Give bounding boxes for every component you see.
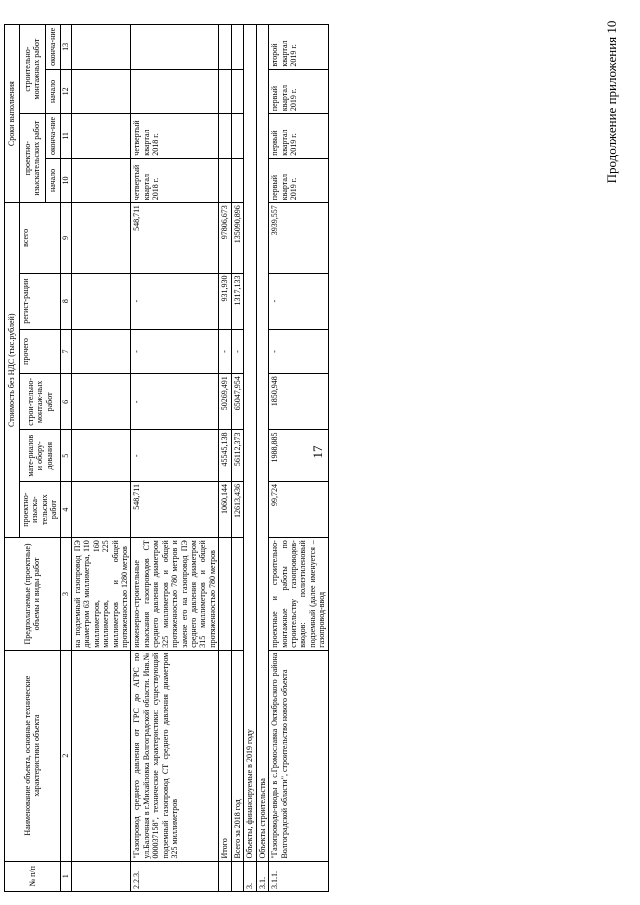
cell-registration: - [269,273,329,329]
cell-construction: 50269,491 [219,374,231,430]
cell-num: 2.2.3. [131,861,219,891]
cell-construction: 65047,954 [231,374,243,430]
header-schedule-group: Сроки выполнения [5,25,20,203]
table-row [256,25,268,892]
column-number: 7 [60,329,71,374]
cell-materials: 56112,373 [231,430,243,482]
cell-cons-end [131,25,219,70]
cell-construction: 1850,948 [269,374,329,430]
column-number: 13 [60,25,71,70]
continuation-label: Продолжение приложения 10 [604,20,619,184]
table-body [71,25,328,892]
table-row [231,25,243,892]
column-number: 12 [60,69,71,114]
column-number: 8 [60,273,71,329]
header-name: Наименование объекта, основные технические характеристики объекта [5,650,61,861]
header-volume: Предполагаемые (проектные) объемы и виды работ [5,538,61,650]
table-row [219,25,231,892]
column-number: 5 [60,430,71,482]
works-table [4,24,329,892]
cell-construction: - [131,374,219,430]
cell-registration: 1317,133 [231,273,243,329]
cell-num: 3.1.1. [269,861,329,891]
cell-other: - [131,329,219,374]
header-cons-end: оконча-ние [45,25,60,70]
cell-other: - [231,329,243,374]
header-construction: строи-тельно-монтаж-ных работ [20,374,61,430]
cell-design: 12613,436 [231,482,243,538]
subsection-heading: Объекты строительства [256,25,268,862]
cell-other: - [219,329,231,374]
cell-other: - [269,329,329,374]
column-number: 10 [60,158,71,203]
cell-total: 135090,896 [231,203,243,273]
cell-name: "Газопроводы-вводы в с.Громославка Октябрьского района Волгоградской области", строительство нового объекта [269,650,329,861]
cell-design-end: четвертый квартал 2018 г. [131,114,219,159]
table-row [244,25,256,892]
table-row [131,25,219,892]
table-row [269,25,329,892]
cell-registration: 931,930 [219,273,231,329]
cell-name: "Газопровод среднего давления от ГРС до АГРС по ул.Балочная в г.Михайловка Волгоградской области. Инв.№ 000037158", технические характеристики: существующий подземный газопровод СТ среднего давления диаметром 325 миллиметров [131,650,219,861]
cell-volume: инженерно-строительные изыскания газопроводов СТ среднего давления диаметром 325 миллиметров и общей протяженностью 780 метров и замене его на газопровод ПЭ среднего давления диаметром 315 миллиметров и общей протяженностью 780 метров [131,538,219,650]
header-total: всего [20,203,61,273]
column-number: 1 [60,861,71,891]
cell-materials: 45545,138 [219,430,231,482]
column-number: 2 [60,650,71,861]
header-design-end: оконча-ние [45,114,60,159]
page-number: 17 [310,445,325,459]
rotated-table-container [4,4,548,892]
cell-total: 3939,557 [269,203,329,273]
cell-materials: 1988,885 [269,430,329,482]
cell-design: 548,711 [131,482,219,538]
cell-design-start: первый квартал 2019 г. [269,158,329,203]
cell-materials: - [131,430,219,482]
header-design-group: проектно-изыскательских работ [20,114,46,203]
column-number: 6 [60,374,71,430]
header-materials: мате-риалов и обору-дования [20,430,61,482]
cell-total: 548,711 [131,203,219,273]
cell-label: Всего за 2018 год [231,650,243,861]
cell-design-start: четвертый квартал 2018 г. [131,158,219,203]
cell-design: 99,724 [269,482,329,538]
section-heading: Объекты, финансируемые в 2019 году [244,25,256,862]
header-construction-group: строительно-монтажных работ [20,25,46,114]
header-design-start: начало [45,158,60,203]
table-header [5,25,72,892]
cell-design: 1060,144 [219,482,231,538]
header-cons-start: начало [45,69,60,114]
cell-volume: проектные и строительно-монтажные работы по строительству газопроводов-вводов: полиэтиленовый подземный (далее именуется – газопровод-ввод [269,538,329,650]
cell-volume: на подземный газопровод ПЭ диаметром 63 миллиметра, 110 миллиметров, 160 миллиметров, 225 миллиметров и общей протяженностью 1280 метров [71,538,131,650]
cell-label: Итого [219,650,231,861]
cell-cons-end: второй квартал 2019 г. [269,25,329,70]
table-row [71,25,131,892]
column-number: 9 [60,203,71,273]
header-num: № п/п [5,861,61,891]
column-number: 11 [60,114,71,159]
cell-design-end: первый квартал 2019 г. [269,114,329,159]
column-number: 3 [60,538,71,650]
column-number: 4 [60,482,71,538]
header-other: прочего [20,329,61,374]
header-registration: регист-рации [20,273,61,329]
header-design: проектно-изыска-тельских работ [20,482,61,538]
cell-registration: - [131,273,219,329]
cell-num: 3.1. [256,861,268,891]
header-cost-group: Стоимость без НДС (тыс.рублей) [5,203,20,538]
cell-cons-start [131,69,219,114]
column-numbers-row [60,25,71,892]
cell-cons-start: первый квартал 2019 г. [269,69,329,114]
cell-num: 3. [244,861,256,891]
cell-total: 97806,673 [219,203,231,273]
